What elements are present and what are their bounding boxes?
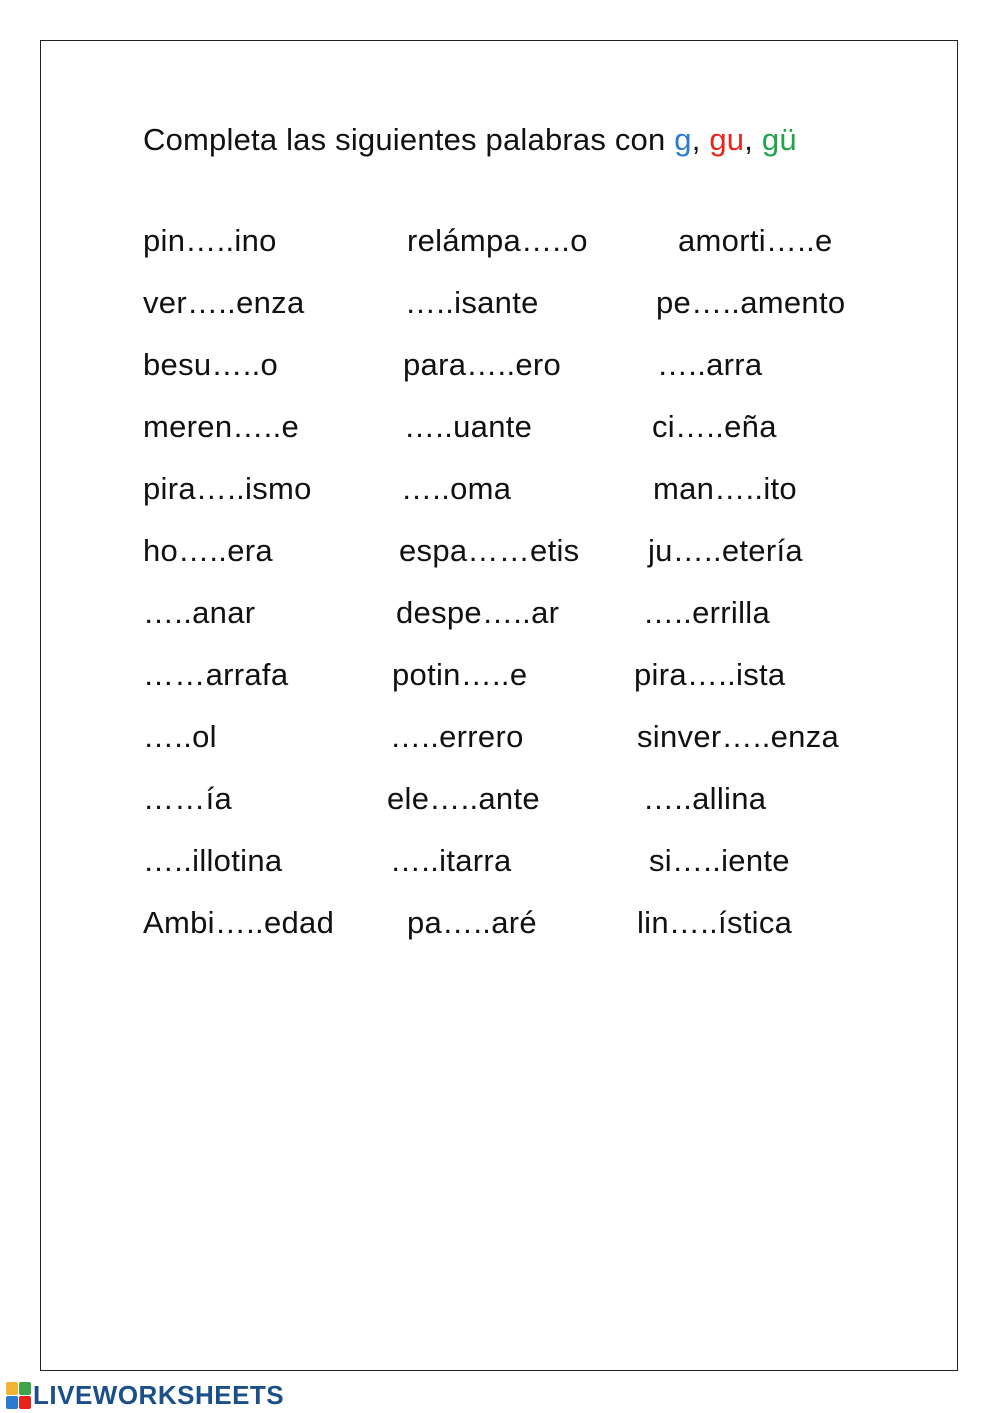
word-item: ci…..eña [652, 409, 777, 444]
word-item: si…..iente [649, 843, 790, 878]
word-item: para…..ero [403, 347, 562, 382]
word-item: Ambi…..edad [143, 905, 335, 940]
word-item: ……ía [143, 781, 233, 816]
liveworksheets-logo-icon [6, 1382, 30, 1408]
word-item: man…..ito [653, 471, 797, 506]
word-item: …..itarra [390, 843, 512, 878]
word-item: meren…..e [143, 409, 300, 444]
word-item: …..allina [643, 781, 767, 816]
separator: , [744, 122, 762, 157]
liveworksheets-logo [6, 1380, 284, 1410]
word-item: relámpa…..o [407, 223, 588, 258]
word-row [0, 781, 1000, 821]
word-row [0, 533, 1000, 573]
logo-text: LIVEWORKSHEETS [33, 1379, 285, 1410]
word-item: …..ol [143, 719, 217, 754]
word-item: pa…..aré [407, 905, 537, 940]
word-item: sinver…..enza [637, 719, 840, 754]
word-item: …..arra [657, 347, 763, 382]
word-item: …..illotina [143, 843, 283, 878]
word-row [0, 657, 1000, 697]
word-item: ver…..enza [143, 285, 305, 320]
word-item: ……arrafa [143, 657, 289, 692]
option-gu: gu [709, 122, 745, 157]
word-item: amorti…..e [678, 223, 833, 258]
word-row [0, 409, 1000, 449]
word-item: ju…..etería [648, 533, 803, 568]
word-item: …..oma [401, 471, 512, 506]
word-item: besu…..o [143, 347, 279, 382]
word-row [0, 347, 1000, 387]
word-row [0, 843, 1000, 883]
word-item: …..errero [390, 719, 524, 754]
word-item: …..isante [405, 285, 539, 320]
word-item: pe…..amento [656, 285, 846, 320]
word-item: pira…..ista [634, 657, 786, 692]
word-row [0, 223, 1000, 263]
instruction-prefix: Completa las siguientes palabras con [143, 122, 675, 157]
option-gue: gü [761, 122, 797, 157]
word-item: …..errilla [643, 595, 771, 630]
option-g: g [674, 122, 692, 157]
word-item: lin…..ística [637, 905, 793, 940]
instruction-heading [143, 122, 797, 158]
word-item: …..uante [404, 409, 533, 444]
word-item: pin…..ino [143, 223, 277, 258]
word-item: potin…..e [392, 657, 528, 692]
word-item: …..anar [143, 595, 256, 630]
word-item: despe…..ar [396, 595, 560, 630]
word-item: espa……etis [399, 533, 580, 568]
word-row [0, 285, 1000, 325]
word-item: pira…..ismo [143, 471, 312, 506]
word-row [0, 471, 1000, 511]
separator: , [691, 122, 710, 157]
word-row [0, 905, 1000, 945]
word-row [0, 595, 1000, 635]
word-row [0, 719, 1000, 759]
word-item: ho…..era [143, 533, 273, 568]
word-item: ele…..ante [387, 781, 540, 816]
